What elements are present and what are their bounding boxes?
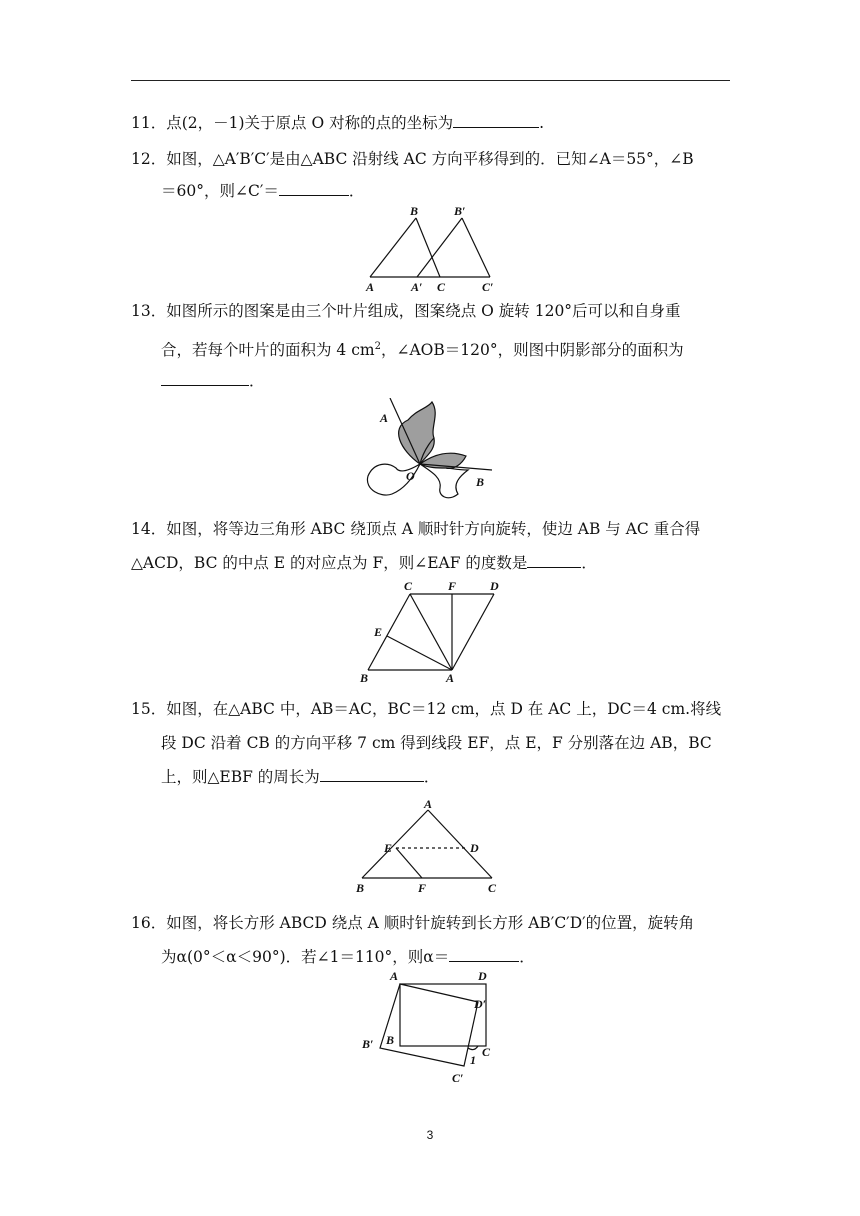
q14-text-line2: △ACD，BC 的中点 E 的对应点为 F，则∠EAF 的度数是 [131, 554, 528, 572]
q15-answer-blank[interactable] [320, 767, 424, 782]
question-16-line1 [131, 912, 694, 934]
q14-end: ． [581, 554, 597, 572]
q16-figure [356, 968, 506, 1088]
q13-number: 13． [131, 302, 167, 320]
question-15-line3 [161, 766, 439, 788]
q16-label-C: C [482, 1045, 491, 1059]
q11-number: 11． [131, 114, 167, 132]
question-14-line1 [131, 518, 700, 540]
q16-label-B: B [386, 1033, 395, 1047]
q12-label-B1: B′ [454, 204, 466, 218]
question-13-line3 [161, 370, 265, 392]
question-14-line2 [131, 552, 597, 574]
q15-text-line1: 如图，在△ABC 中，AB＝AC，BC＝12 cm，点 D 在 AC 上，DC＝4 cm.将线 [166, 700, 722, 718]
q12-label-C1: C′ [482, 280, 494, 294]
q14-text-line1: 如图，将等边三角形 ABC 绕顶点 A 顺时针方向旋转，使边 AB 与 AC 重合得 [166, 520, 701, 538]
q12-text-line1: 如图，△A′B′C′是由△ABC 沿射线 AC 方向平移得到的．已知∠A＝55°，∠B [166, 150, 694, 168]
question-15-line1 [131, 698, 721, 720]
q15-label-F: F [418, 881, 427, 895]
q14-label-C: C [404, 579, 413, 593]
question-12-line2 [161, 180, 364, 202]
header-rule [131, 80, 730, 81]
q16-text-line2: 为α(0°＜α＜90°)．若∠1＝110°，则α＝ [161, 948, 450, 966]
q14-figure [358, 578, 508, 684]
q14-number: 14． [131, 520, 167, 538]
q12-label-B: B [410, 204, 419, 218]
q15-figure [352, 796, 508, 896]
q11-end: . [539, 114, 545, 132]
q16-answer-blank[interactable] [449, 947, 519, 962]
q13-figure [362, 398, 498, 508]
q15-number: 15． [131, 700, 167, 718]
q15-label-D: D [470, 841, 479, 855]
q12-answer-blank[interactable] [279, 181, 349, 196]
question-13-line1 [131, 300, 681, 322]
q14-label-F: F [448, 579, 457, 593]
q13-superscript: 2 [374, 341, 381, 352]
q14-label-D: D [490, 579, 499, 593]
q13-label-O: O [406, 469, 415, 483]
q13-end: ． [249, 372, 265, 390]
q14-label-E: E [374, 625, 383, 639]
q13-text-line1: 如图所示的图案是由三个叶片组成，图案绕点 O 旋转 120°后可以和自身重 [166, 302, 681, 320]
q15-text-line3: 上，则△EBF 的周长为 [161, 768, 320, 786]
q12-label-C: C [437, 280, 446, 294]
q16-text-line1: 如图，将长方形 ABCD 绕点 A 顺时针旋转到长方形 AB′C′D′的位置，旋转角 [166, 914, 695, 932]
question-12-line1 [131, 148, 694, 170]
q12-end: ． [348, 182, 365, 200]
q16-label-B1: B′ [362, 1037, 374, 1051]
question-13-line2 [161, 336, 684, 361]
q12-text-line2: ＝60°，则∠C′＝ [161, 182, 279, 200]
q13-answer-blank[interactable] [161, 371, 249, 386]
q12-label-A: A [366, 280, 375, 294]
q15-end: ． [423, 768, 440, 786]
q16-label-1: 1 [470, 1053, 476, 1067]
q16-label-D1: D′ [474, 997, 487, 1011]
q15-label-C: C [488, 881, 497, 895]
q14-answer-blank[interactable] [527, 553, 581, 568]
q14-label-A: A [446, 671, 455, 684]
q15-label-B: B [356, 881, 365, 895]
q16-label-A: A [390, 969, 399, 983]
q11-answer-blank[interactable] [453, 113, 539, 128]
q13-label-A: A [380, 411, 389, 425]
q15-text-line2: 段 DC 沿着 CB 的方向平移 7 cm 得到线段 EF，点 E，F 分别落在边 AB，BC [161, 734, 712, 752]
q13-text-line2b: ，∠AOB＝120°，则图中阴影部分的面积为 [380, 341, 684, 360]
q12-figure [360, 203, 500, 295]
q16-label-D: D [478, 969, 487, 983]
page-number: 3 [426, 1128, 434, 1142]
q11-text: 点(2，－1)关于原点 O 对称的点的坐标为 [166, 114, 454, 132]
q16-number: 16． [131, 914, 167, 932]
q13-label-B: B [476, 475, 485, 489]
question-15-line2 [161, 732, 712, 754]
q13-text-line2a: 合，若每个叶片的面积为 4 cm [161, 341, 375, 360]
q12-number: 12． [131, 150, 167, 168]
q16-end: ． [519, 948, 535, 966]
question-11 [131, 112, 544, 134]
q15-label-A: A [424, 797, 433, 811]
q15-label-E: E [384, 841, 393, 855]
q14-label-B: B [360, 671, 369, 684]
q16-label-C1: C′ [452, 1071, 464, 1085]
question-16-line2 [161, 946, 535, 968]
q12-label-A1: A′ [411, 280, 423, 294]
